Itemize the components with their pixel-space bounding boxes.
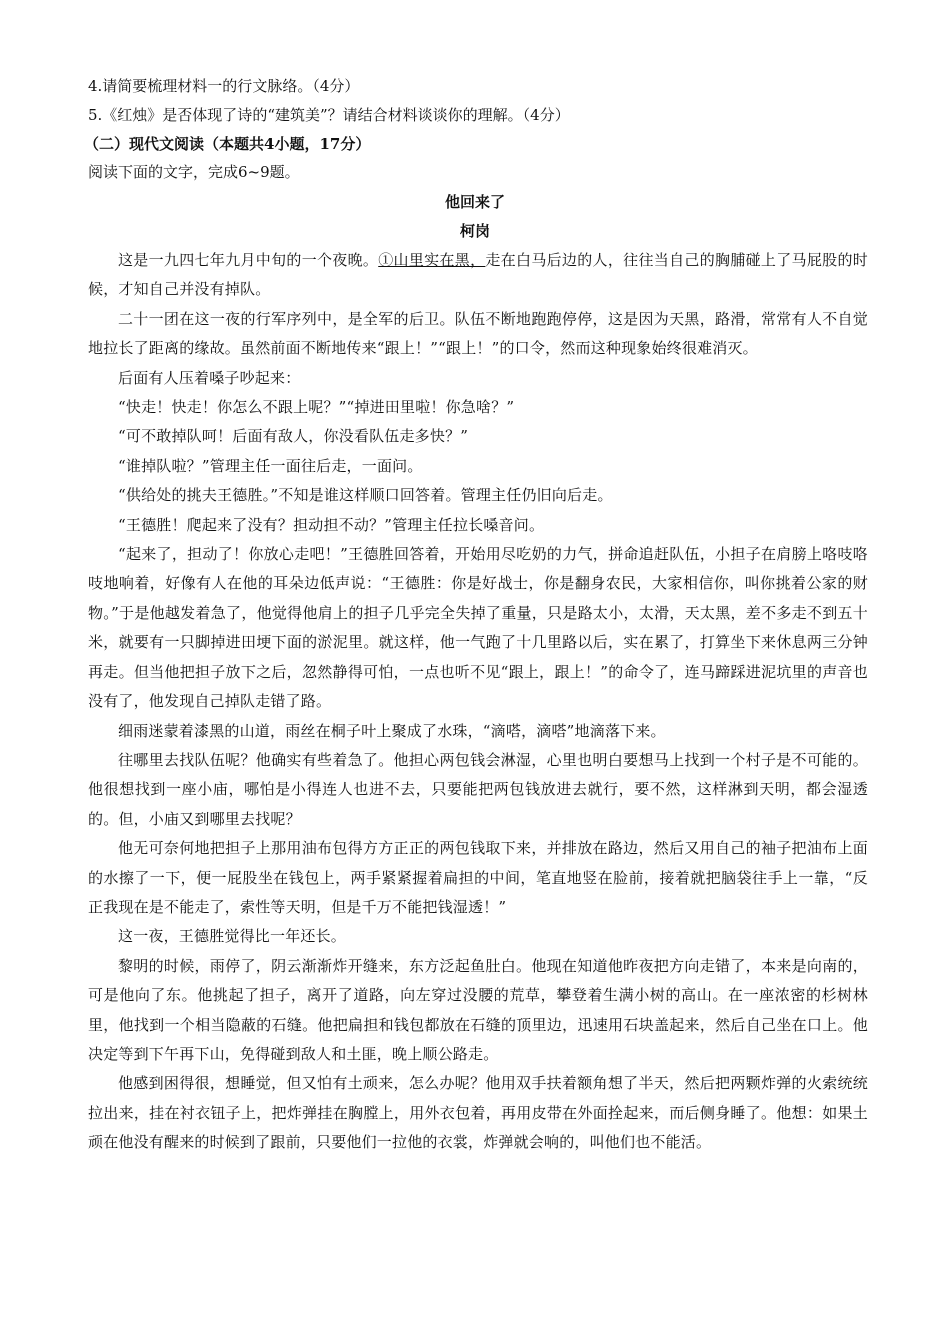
paragraph-6: “谁掉队啦？”管理主任一面往后走，一面问。	[118, 456, 423, 475]
paragraph-1	[88, 246, 868, 305]
paragraph-1-start: 这是一九四七年九月中旬的一个夜晚。	[118, 251, 379, 269]
paragraph-12: 他无可奈何地把担子上那用油布包得方方正正的两包钱取下来，并排放在路边，然后又用自己的袖子把油布上面的水擦了一下，便一屁股坐在钱包上，两手紧紧握着扁担的中间，笔直地竖在脸前，接着就把脑袋往手上一靠，“反正我现在是不能走了，索性等天明，但是千万不能把钱湿透！”	[88, 839, 868, 916]
question-5: 5.《红烛》是否体现了诗的“建筑美”？请结合材料谈谈你的理解。（4分）	[88, 106, 570, 124]
paragraph-11: 往哪里去找队伍呢？他确实有些着急了。他担心两包钱会淋湿，心里也明白要想马上找到一个村子是不可能的。他很想找到一座小庙，哪怕是小得连人也进不去，只要能把两包钱放进去就行，要不然，这样淋到天明，都会湿透的。但，小庙又到哪里去找呢？	[88, 750, 868, 828]
paragraph-14: 黎明的时候，雨停了，阴云渐渐炸开缝来，东方泛起鱼肚白。他现在知道他昨夜把方向走错了，本来是向南的，可是他向了东。他挑起了担子，离开了道路，向左穿过没腰的荒草，攀登着生满小树的高山。在一座浓密的杉树林里，他找到一个相当隐蔽的石缝。他把扁担和钱包都放在石缝的顶里边，迅速用石块盖起来，然后自己坐在口上。他决定等到下午再下山，免得碰到敌人和土匪，晚上顺公路走。	[88, 956, 868, 1063]
paragraph-1-end: 走在白马后边的人，往往当自己的胸脯碰上了马屁股的时候，才知自己并没有掉队。	[88, 251, 868, 299]
section-instruction: 阅读下面的文字，完成6~9题。	[88, 163, 300, 181]
paragraph-5: “可不敢掉队呵！后面有敌人，你没看队伍走多快？”	[118, 427, 469, 446]
article-author: 柯岗	[459, 222, 490, 240]
article-title: 他回来了	[444, 193, 505, 211]
paragraph-9: “起来了，担动了！你放心走吧！”王德胜回答着，开始用尽吃奶的力气，拼命追赶队伍，小担子在肩膀上咯吱咯吱地响着，好像有人在他的耳朵边低声说：“王德胜：你是好战士，你是翻身农民，大家相信你，叫你挑着公家的财物。”于是他越发着急了，他觉得他肩上的担子几乎完全失掉了重量，只是路太小，太滑，天太黑，差不多走不到五十米，就要有一只脚掉进田埂下面的淤泥里。就这样，他一气跑了十几里路以后，实在累了，打算坐下来休息两三分钟再走。但当他把担子放下之后，忽然静得可怕，一点也听不见“跟上，跟上！”的命令了，连马蹄踩进泥坑里的声音也没有了，他发现自己掉队走错了路。	[88, 545, 868, 711]
paragraph-2: 二十一团在这一夜的行军序列中，是全军的后卫。队伍不断地跑跑停停，这是因为天黑，路滑，常常有人不自觉地拉长了距离的缘故。虽然前面不断地传来“跟上！”“跟上！”的口令，然而这种现象始终很难消灭。	[88, 309, 868, 358]
paragraph-7: “供给处的挑夫王德胜。”不知是谁这样顺口回答着。管理主任仍旧向后走。	[118, 486, 613, 505]
paragraph-15: 他感到困得很，想睡觉，但又怕有土顽来，怎么办呢？他用双手扶着额角想了半天，然后把两颗炸弹的火索统统拉出来，挂在衬衣钮子上，把炸弹挂在胸膛上，用外衣包着，再用皮带在外面拴起来，而后侧身睡了。他想：如果土顽在他没有醒来的时候到了跟前，只要他们一拉他的衣裳，炸弹就会响的，叫他们也不能活。	[88, 1074, 868, 1152]
paragraph-3: 后面有人压着嗓子吵起来：	[118, 368, 301, 387]
paragraph-13: 这一夜，王德胜觉得比一年还长。	[118, 927, 347, 946]
paragraph-10: 细雨迷蒙着漆黑的山道，雨丝在桐子叶上聚成了水珠，“滴嗒，滴嗒”地滴落下来。	[118, 721, 666, 740]
article-body	[88, 246, 868, 1158]
paragraph-8: “王德胜！爬起来了没有？担动担不动？”管理主任拉长嗓音问。	[118, 515, 545, 534]
question-4: 4.请简要梳理材料一的行文脉络。（4分）	[88, 77, 360, 95]
marked-sentence-1: ①山里实在黑，	[378, 251, 486, 269]
section-title: （二）现代文阅读（本题共4小题，17分）	[84, 135, 371, 153]
paragraph-4: “快走！快走！你怎么不跟上呢？”“掉进田里啦！你急啥？”	[118, 398, 515, 417]
